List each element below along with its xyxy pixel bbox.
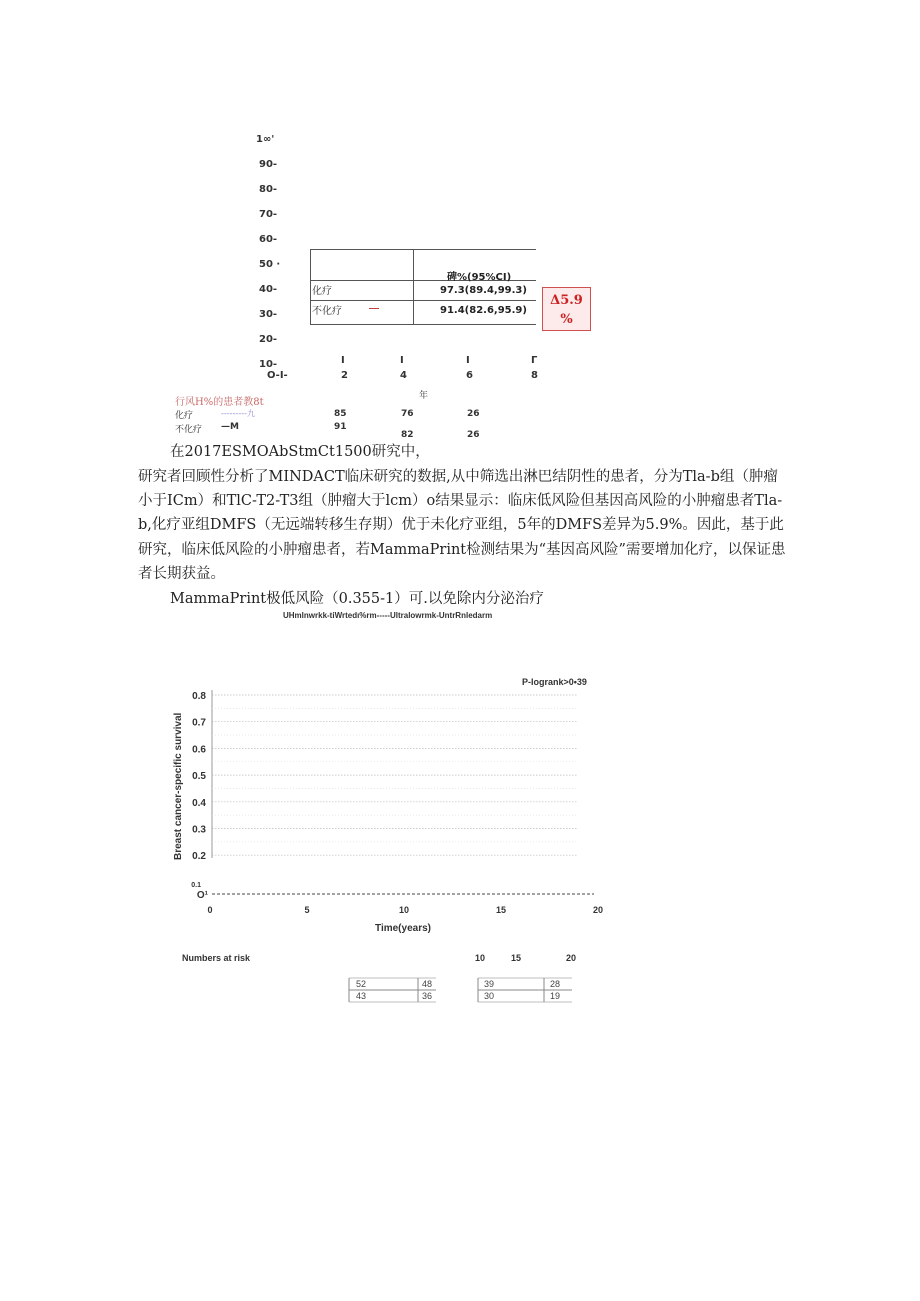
chart1-y-tick: O-I-: [267, 370, 288, 381]
risk-count: 19: [550, 991, 561, 1001]
intro-line: 在2017ESMOAbStmCt1500研究中，: [170, 444, 430, 460]
inset-row-chemo-label: 化疗: [312, 286, 332, 297]
y-tick-label: 0.7: [192, 717, 206, 729]
risk-nochemo-count-3: 26: [467, 430, 480, 440]
y-tick-label: 0.2: [192, 851, 206, 863]
x-tick-label: 0: [207, 905, 213, 915]
risk-nochemo-count-2: 82: [401, 430, 414, 440]
risk-header-tick: 10: [474, 953, 486, 963]
risk-row-nochemo-marker: —M: [221, 422, 239, 432]
chart1-y-tick: 30-: [259, 309, 278, 320]
inset-table-header: 碑%(95%CI): [447, 272, 512, 283]
y-tick-label: 0.3: [192, 824, 206, 836]
risk-title: 行风H%的患者教8t: [175, 397, 264, 408]
y-tick-label-low: 0.1: [191, 882, 201, 889]
x-mark-1: I: [341, 355, 345, 366]
y-tick-label: 0.6: [192, 744, 206, 756]
mammaprint-line: MammaPrint极低风险（0.355-1）可.以免除内分泌治疗: [170, 591, 544, 607]
x-tick-6: 6: [466, 370, 473, 381]
risk-chemo-count-3: 26: [467, 409, 480, 419]
risk-chemo-count-2: 76: [401, 409, 414, 419]
x-tick-4: 4: [400, 370, 407, 381]
x-tick-8: 8: [531, 370, 538, 381]
inset-row-nochemo-label: 不化疗: [312, 306, 342, 317]
x-axis-label: Time(years): [375, 923, 431, 934]
x-axis-label: 年: [419, 391, 429, 401]
risk-row-nochemo-label: 不化疗: [175, 425, 203, 435]
chart1-y-tick: 1∞': [256, 134, 275, 145]
chart1-y-tick: 40-: [259, 284, 278, 295]
y-axis-label: Breast cancer-specific survival: [173, 712, 184, 860]
chart1-y-tick: 60-: [259, 234, 278, 245]
x-mark-3: I: [466, 355, 470, 366]
chart1-y-tick: 70-: [259, 209, 278, 220]
y-tick-label: 0.4: [192, 797, 206, 809]
risk-chemo-count-1: 85: [334, 409, 347, 419]
risk-nochemo-count-1: 91: [334, 422, 347, 432]
body-paragraph: 研究者回顾性分析了MINDACT临床研究的数据,从中筛选出淋巴结阴性的患者，分为Tla-b组（肿瘤小于ICm）和TlC-T2-T3组（肿瘤大于lcm）o结果显示：临床低风险但基因高风险的小肿瘤患者Tla-b,化疗亚组DMFS（无远端转移生存期）优于未化疗亚组，5年的DMFS差异为5.9%。因此，基于此研究，临床低风险的小肿瘤患者，若MammaPrint检测结果为“基因高风险”需要增加化疗，以保证患者长期获益。: [138, 469, 786, 582]
x-tick-label: 15: [495, 905, 507, 915]
risk-count: 36: [422, 991, 433, 1001]
risk-count: 39: [484, 979, 495, 989]
risk-count: 28: [550, 979, 561, 989]
x-tick-label: 10: [398, 905, 410, 915]
chart1-y-tick: 50 ·: [259, 259, 281, 270]
x-tick-2: 2: [341, 370, 348, 381]
inset-row-nochemo-value: 91.4(82.6,95.9): [440, 305, 527, 316]
risk-row-chemo-marker: ---------九: [221, 409, 255, 418]
risk-count: 30: [484, 991, 495, 1001]
x-tick-label: 20: [592, 905, 604, 915]
y-tick-label: 0.8: [192, 691, 206, 702]
x-tick-label: 5: [304, 905, 310, 915]
risk-title: Numbers at risk: [182, 953, 251, 963]
y-tick-label-zero: O¹: [196, 890, 208, 901]
risk-row-chemo-label: 化疗: [175, 411, 194, 421]
chart1-y-tick: 90-: [259, 159, 278, 170]
logrank-annotation: P-Iogrank>0•39: [522, 677, 587, 687]
chart1-y-tick: 80-: [259, 184, 278, 195]
delta-box: Δ5.9 %: [542, 287, 591, 331]
x-mark-4: Γ: [531, 355, 538, 366]
y-tick-label: 0.5: [192, 771, 206, 783]
inset-row-chemo-value: 97.3(89.4,99.3): [440, 285, 527, 296]
x-mark-2: I: [400, 355, 404, 366]
risk-header-tick: 20: [565, 953, 577, 963]
risk-header-tick: 15: [510, 953, 522, 963]
risk-count: 48: [422, 979, 433, 989]
risk-count: 52: [356, 979, 367, 989]
chart1-y-tick: 10-: [259, 359, 278, 370]
risk-count: 43: [356, 991, 367, 1001]
chart2-title: UHmlnwrkk-tiWrtedι%rm-----Ultralowrmk-UntrRnledarm: [283, 611, 493, 620]
chart1-y-tick: 20-: [259, 334, 278, 345]
